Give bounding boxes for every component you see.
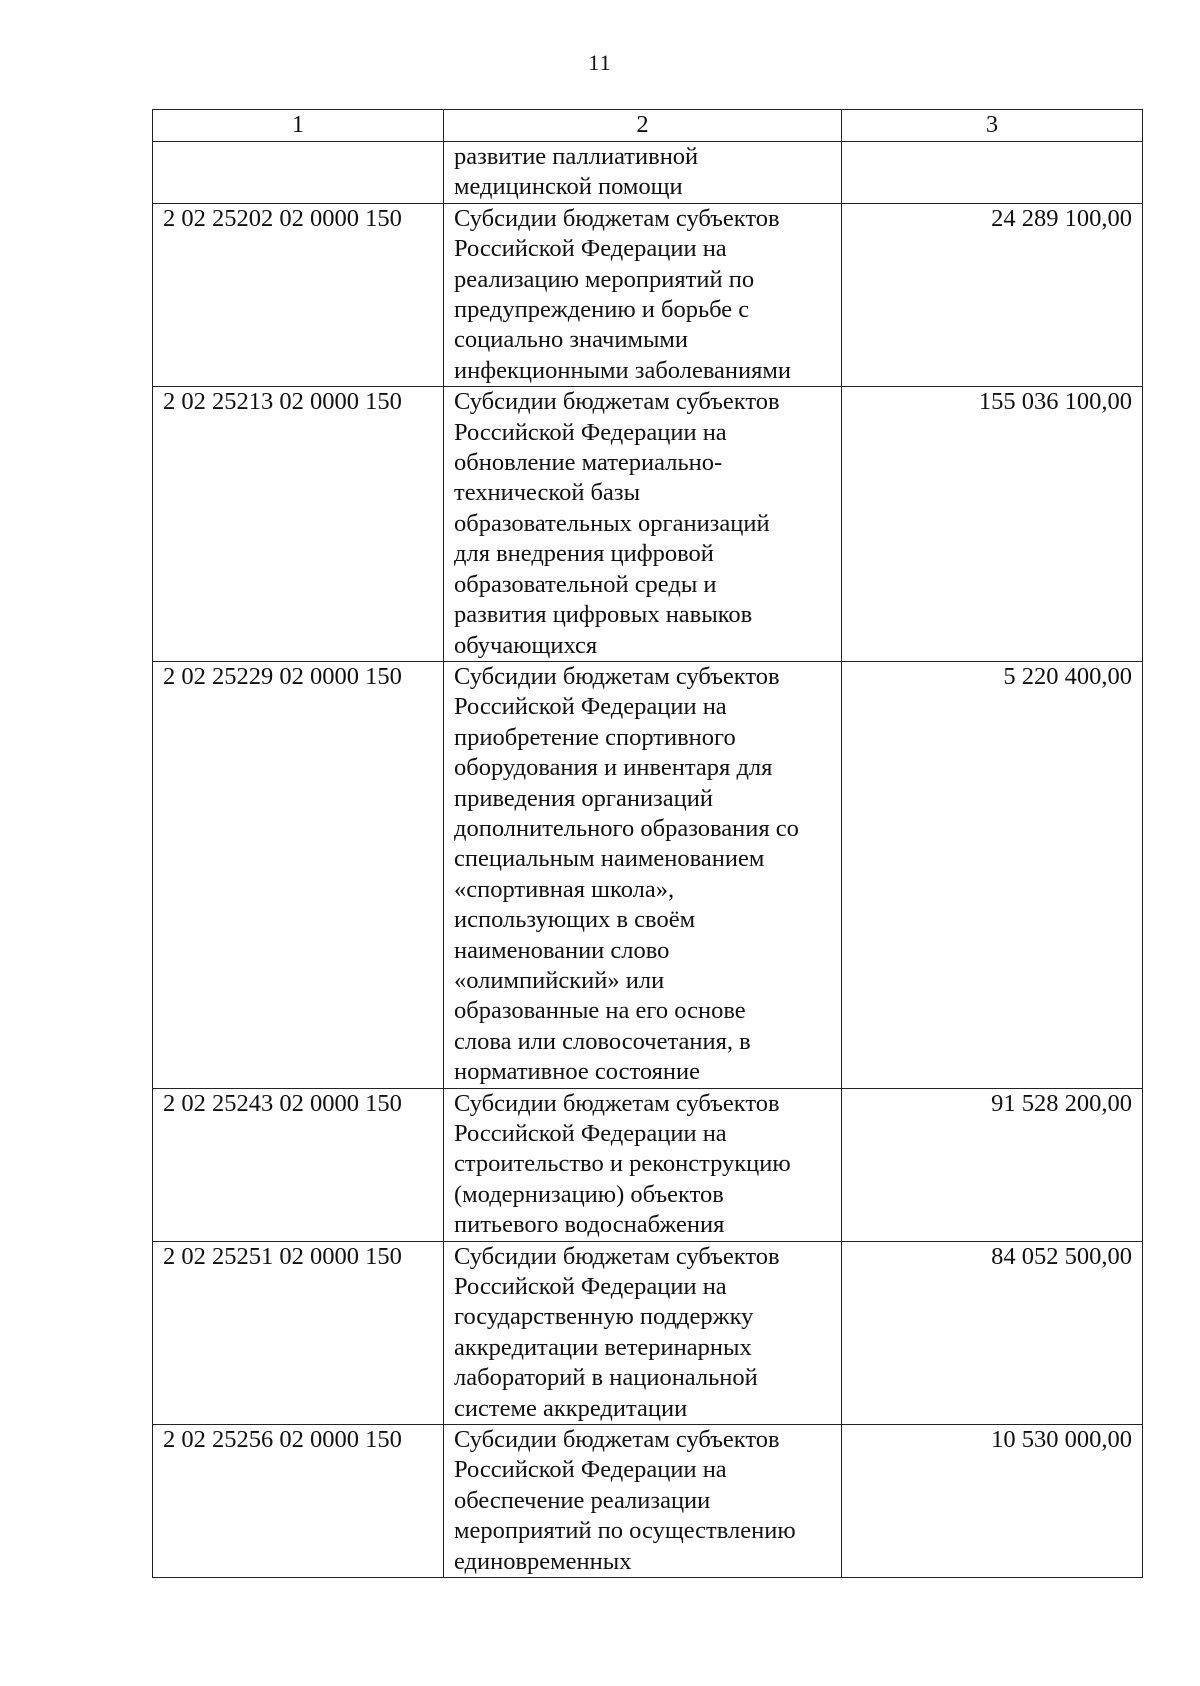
description-line: «олимпийский» или [454, 966, 665, 994]
amount-cell: 24 289 100,00 [842, 203, 1143, 386]
header-row [153, 110, 1143, 142]
description-cell [444, 1241, 842, 1424]
description-line: приобретение спортивного [454, 723, 736, 751]
description-line: Субсидии бюджетам субъектов [454, 662, 780, 690]
table-row [153, 203, 1143, 386]
table-row [153, 1241, 1143, 1424]
description-line: образовательных организаций [454, 509, 770, 537]
description-line: наименовании слово [454, 936, 670, 964]
description-line: системе аккредитации [454, 1394, 688, 1422]
description-line: единовременных [454, 1547, 632, 1575]
description-line: образованные на его основе [454, 997, 746, 1025]
description-line: Российской Федерации на [454, 693, 727, 721]
description-cell [444, 1425, 842, 1578]
code-cell: 2 02 25202 02 0000 150 [153, 203, 444, 386]
description-line: Субсидии бюджетам субъектов [454, 1426, 780, 1454]
description-line: Субсидии бюджетам субъектов [454, 204, 780, 232]
description-line: социально значимыми [454, 326, 689, 354]
table-body [153, 142, 1143, 1578]
column-header-3: 3 [842, 110, 1143, 142]
description-line: слова или словосочетания, в [454, 1027, 751, 1055]
code-cell: 2 02 25229 02 0000 150 [153, 661, 444, 1088]
description-line: предупреждению и борьбе с [454, 296, 750, 324]
description-line: государственную поддержку [454, 1303, 754, 1331]
description-line: приведения организаций [454, 784, 713, 812]
code-cell: 2 02 25251 02 0000 150 [153, 1241, 444, 1424]
amount-cell: 84 052 500,00 [842, 1241, 1143, 1424]
amount-cell: 10 530 000,00 [842, 1425, 1143, 1578]
table-header [153, 110, 1143, 142]
description-line: нормативное состояние [454, 1058, 701, 1086]
amount-cell: 91 528 200,00 [842, 1088, 1143, 1241]
description-cell [444, 1088, 842, 1241]
description-line: инфекционными заболеваниями [454, 356, 792, 384]
description-line: обучающихся [454, 631, 598, 659]
description-line: Российской Федерации на [454, 1456, 727, 1484]
continuation-row [153, 142, 1143, 204]
description-line: Субсидии бюджетам субъектов [454, 388, 780, 416]
description-line: развития цифровых навыков [454, 601, 753, 629]
description-cell [444, 142, 842, 204]
code-cell: 2 02 25256 02 0000 150 [153, 1425, 444, 1578]
description-line: Российской Федерации на [454, 418, 727, 446]
description-line: технической базы [454, 479, 641, 507]
code-cell [153, 142, 444, 204]
description-line: Субсидии бюджетам субъектов [454, 1089, 780, 1117]
description-line: Российской Федерации на [454, 1120, 727, 1147]
description-cell [444, 387, 842, 662]
description-line: оборудования и инвентаря для [454, 754, 773, 782]
table-row [153, 1425, 1143, 1578]
amount-cell: 5 220 400,00 [842, 661, 1143, 1088]
description-line: образовательной среды и [454, 570, 717, 598]
column-header-1: 1 [153, 110, 444, 142]
description-line: Российской Федерации на [454, 1273, 727, 1301]
amount-cell [842, 142, 1143, 204]
description-line: «спортивная школа», [454, 875, 675, 903]
page-number: 11 [588, 50, 612, 75]
description-line: развитие паллиативной [454, 143, 699, 170]
description-line: обновление материально- [454, 449, 723, 477]
description-line: дополнительного образования со [454, 814, 799, 842]
description-line: (модернизацию) объектов [454, 1180, 724, 1208]
description-line: использующих в своём [454, 906, 696, 934]
description-line: реализацию мероприятий по [454, 265, 755, 293]
budget-table [152, 109, 1143, 1578]
description-line: Субсидии бюджетам субъектов [454, 1242, 780, 1270]
table-row [153, 1088, 1143, 1241]
code-cell: 2 02 25213 02 0000 150 [153, 387, 444, 662]
description-line: Российской Федерации на [454, 235, 727, 263]
amount-cell: 155 036 100,00 [842, 387, 1143, 662]
description-line: обеспечение реализации [454, 1486, 711, 1514]
description-line: строительство и реконструкцию [454, 1150, 791, 1178]
description-line: специальным наименованием [454, 845, 765, 873]
description-line: мероприятий по осуществлению [454, 1517, 796, 1545]
description-line: медицинской помощи [454, 173, 683, 201]
table-row [153, 661, 1143, 1088]
description-line: для внедрения цифровой [454, 540, 714, 568]
column-header-2: 2 [444, 110, 842, 142]
description-line: лабораторий в национальной [454, 1364, 758, 1392]
table-row [153, 387, 1143, 662]
description-cell [444, 203, 842, 386]
description-cell [444, 661, 842, 1088]
code-cell: 2 02 25243 02 0000 150 [153, 1088, 444, 1241]
description-line: питьевого водоснабжения [454, 1211, 725, 1239]
description-line: аккредитации ветеринарных [454, 1333, 752, 1361]
